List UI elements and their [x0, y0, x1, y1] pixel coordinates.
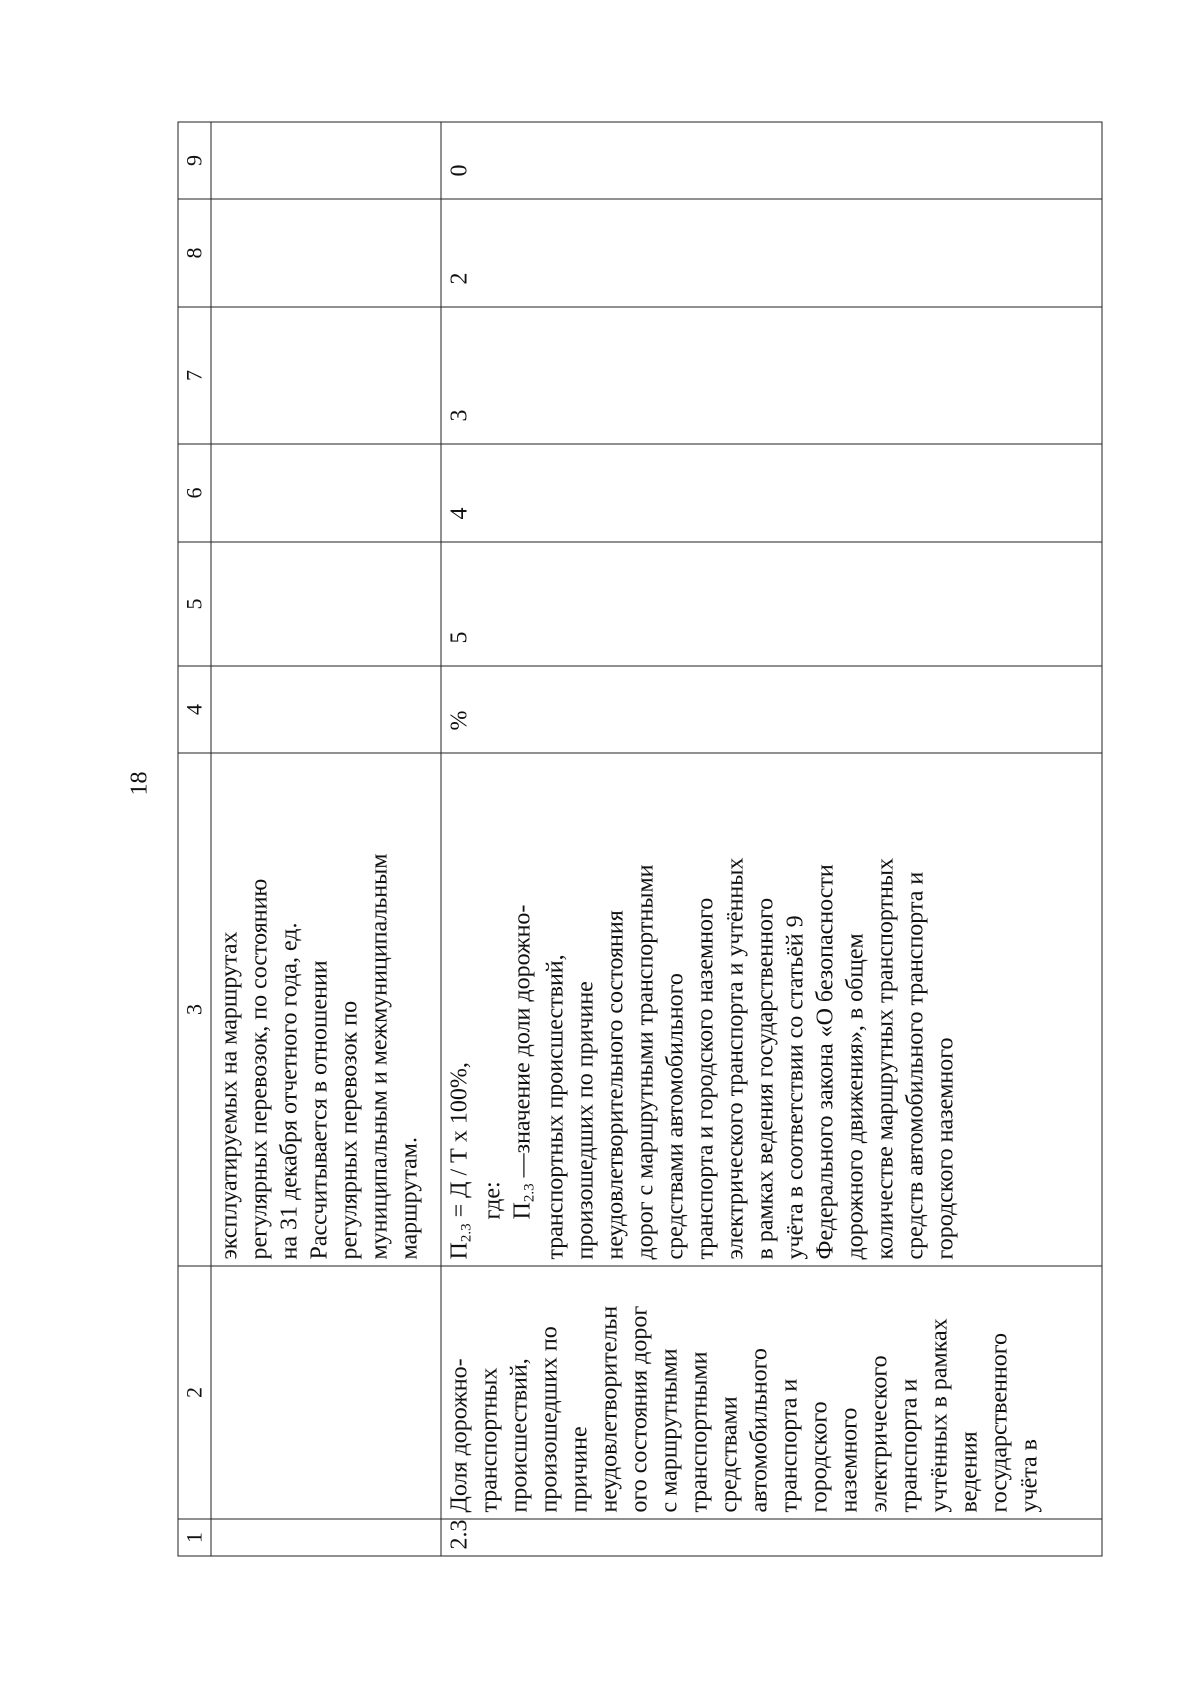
- row2-col9-value: 0: [441, 122, 1102, 199]
- definition-line: транспорта и городского наземного: [692, 897, 719, 1260]
- definition-line: дорожного движения», в общем: [842, 933, 869, 1260]
- formula-symbol: П: [446, 1242, 473, 1260]
- definition-line: средств автомобильного транспорта и: [902, 871, 929, 1260]
- row1-line: регулярных перевозок, по состоянию: [246, 878, 273, 1260]
- name-line: транспорта и: [896, 1378, 923, 1513]
- definition-line: количестве маршрутных транспортных: [872, 858, 899, 1260]
- header-cell-7: 7: [178, 307, 211, 444]
- header-cell-3: 3: [178, 753, 211, 1266]
- definition-first-line: [508, 760, 541, 1260]
- row1-col5: [211, 542, 441, 666]
- definition-line: в рамках ведения государственного: [752, 897, 779, 1260]
- name-line: ведения: [956, 1431, 983, 1513]
- definition-text: —значение доли дорожно-: [509, 904, 536, 1184]
- row1-line: маршрутам.: [396, 1137, 423, 1260]
- row2-method: [441, 753, 1102, 1266]
- table-header-row: [178, 122, 211, 1556]
- name-line: учтённых в рамках: [926, 1318, 953, 1513]
- name-line: транспортных: [476, 1367, 503, 1513]
- formula-subscript: 2.3: [458, 1223, 475, 1243]
- row1-col7: [211, 307, 441, 444]
- row2-indicator-name: [441, 1266, 1102, 1519]
- table-row-2-3: [441, 122, 1102, 1556]
- name-line: ого состояния дорог: [626, 1305, 653, 1513]
- row1-col4: [211, 666, 441, 753]
- definition-line: городского наземного: [932, 1037, 959, 1260]
- name-line: с маршрутными: [656, 1348, 683, 1513]
- definition-symbol: П: [509, 1202, 536, 1220]
- row1-line: регулярных перевозок по: [336, 1000, 363, 1260]
- row1-line: на 31 декабря отчетного года, ед.: [276, 922, 303, 1260]
- row1-line: муниципальным и межмуниципальным: [366, 853, 393, 1260]
- name-line: средствами: [716, 1396, 743, 1513]
- header-cell-5: 5: [178, 542, 211, 666]
- definition-line: средствами автомобильного: [662, 973, 689, 1260]
- formula-expression: = Д / Т x 100%,: [446, 1062, 473, 1224]
- name-line: происшествий,: [506, 1358, 533, 1513]
- indicator-table: [178, 122, 1103, 1557]
- where-label: где:: [479, 1181, 506, 1220]
- name-line: транспортными: [686, 1351, 713, 1513]
- header-cell-2: 2: [178, 1266, 211, 1519]
- definition-line: неудовлетворительного состояния: [602, 910, 629, 1260]
- row2-number: 2.3: [441, 1519, 1102, 1556]
- row1-line: эксплуатируемых на маршрутах: [216, 931, 243, 1260]
- name-line: причине: [566, 1426, 593, 1513]
- row1-col2: [211, 1266, 441, 1519]
- definition-line: произошедших по причине: [572, 981, 599, 1260]
- name-line: произошедших по: [536, 1326, 563, 1513]
- row1-line: Рассчитывается в отношении: [306, 960, 333, 1260]
- formula: [445, 760, 478, 1260]
- header-cell-9: 9: [178, 122, 211, 199]
- name-line: транспорта и: [776, 1378, 803, 1513]
- name-line: Доля дорожно-: [446, 1358, 473, 1513]
- row1-col9: [211, 122, 441, 199]
- rotated-sheet: [178, 123, 1103, 1557]
- row2-col5-value: 5: [441, 542, 1102, 666]
- row1-col6: [211, 444, 441, 542]
- row2-col6-value: 4: [441, 444, 1102, 542]
- definition-line: учёта в соответствии со статьёй 9: [782, 915, 809, 1260]
- name-line: электрического: [866, 1355, 893, 1513]
- row2-col7-value: 3: [441, 307, 1102, 444]
- name-line: государственного: [986, 1333, 1013, 1513]
- definition-line: дорог с маршрутными транспортными: [632, 864, 659, 1260]
- definition-subscript: 2.3: [521, 1183, 538, 1203]
- name-line: автомобильного: [746, 1348, 773, 1513]
- row1-col8: [211, 199, 441, 307]
- name-line: городского: [806, 1401, 833, 1513]
- row1-description: [211, 753, 441, 1266]
- header-cell-1: 1: [178, 1519, 211, 1556]
- header-cell-6: 6: [178, 444, 211, 542]
- row1-col1: [211, 1519, 441, 1556]
- header-cell-4: 4: [178, 666, 211, 753]
- name-line: наземного: [836, 1407, 863, 1513]
- definition-line: электрического транспорта и учтённых: [722, 857, 749, 1260]
- name-line: учёта в: [1016, 1439, 1043, 1513]
- table-row-continuation: [211, 122, 441, 1556]
- page-number: 18: [126, 771, 153, 796]
- definition-line: Федерального закона «О безопасности: [812, 864, 839, 1260]
- name-line: неудовлетворительн: [596, 1305, 623, 1513]
- row2-col8-value: 2: [441, 199, 1102, 307]
- row2-unit: %: [441, 666, 1102, 753]
- definition-line: транспортных происшествий,: [542, 954, 569, 1260]
- header-cell-8: 8: [178, 199, 211, 307]
